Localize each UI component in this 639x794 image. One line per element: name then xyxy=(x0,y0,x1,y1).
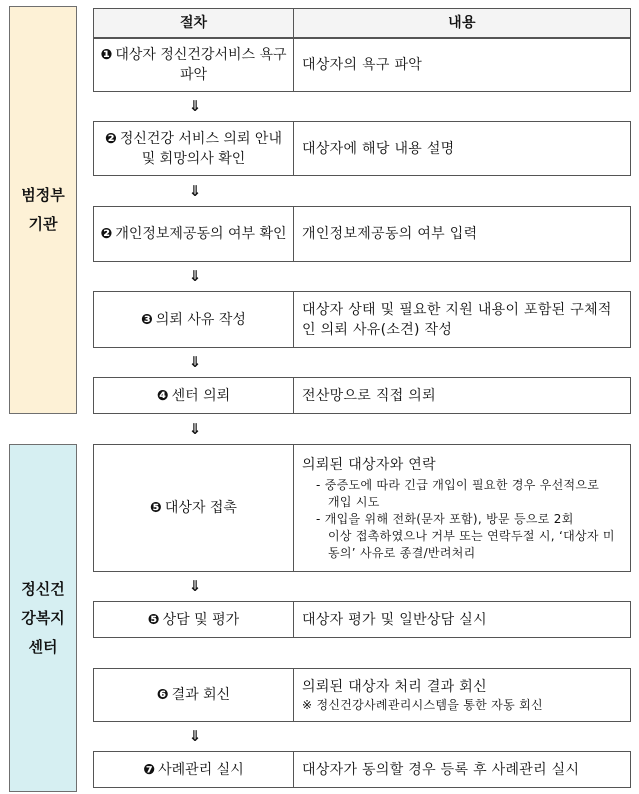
down-arrow-icon: ⇓ xyxy=(188,182,202,200)
step-name xyxy=(94,602,294,637)
down-arrow-icon: ⇓ xyxy=(188,267,202,285)
step-title: 대상자 정신건강서비스 욕구 파악 xyxy=(115,47,287,83)
step-content: 개인정보제공동의 여부 입력 xyxy=(302,226,478,242)
dash-marker: - xyxy=(316,511,321,526)
detail-text: 개입을 위해 전화(문자 포함), 방문 등으로 2회 xyxy=(324,511,574,526)
down-arrow-icon: ⇓ xyxy=(188,577,202,595)
side-label-first-org xyxy=(9,6,77,414)
side-label-line: 정신건 xyxy=(21,579,65,598)
step-name xyxy=(94,752,294,787)
step-title: 정신건강 서비스 의뢰 안내 및 회망의사 확인 xyxy=(119,130,282,167)
step-title: 상담 및 평가 xyxy=(162,611,240,628)
step-row xyxy=(93,206,631,262)
step-row xyxy=(93,121,631,176)
step-row xyxy=(93,377,631,414)
step-content-main: 의뢰된 대상자 처리 결과 회신 xyxy=(302,678,487,695)
step-content: 대상자에 해당 내용 설명 xyxy=(302,140,455,157)
step-name xyxy=(94,39,294,91)
step-title: 사례관리 실시 xyxy=(158,761,244,778)
step-row xyxy=(93,668,631,722)
table-header xyxy=(93,8,631,38)
step-note: ※ 정신건강사례관리시스템을 통한 자동 회신 xyxy=(302,697,543,712)
step-number: ❷ xyxy=(100,226,113,242)
detail-item xyxy=(302,511,622,562)
step-number: ❻ xyxy=(156,687,169,703)
side-label-line: 범정부 xyxy=(21,186,65,204)
step-content xyxy=(294,669,630,721)
step-content: 전산망으로 직접 의뢰 xyxy=(302,387,436,404)
down-arrow-icon: ⇓ xyxy=(188,727,202,745)
step-title: 대상자 접촉 xyxy=(164,500,237,516)
step-number: ❹ xyxy=(156,387,169,404)
dash-marker: - xyxy=(316,477,321,492)
side-label-line: 센터 xyxy=(28,637,58,656)
step-name xyxy=(94,445,294,571)
step-row xyxy=(93,751,631,788)
step-content: 대상자 평가 및 일반상담 실시 xyxy=(302,611,487,628)
step-row xyxy=(93,291,631,348)
step-name xyxy=(94,378,294,413)
step-row xyxy=(93,38,631,92)
step-number: ❺ xyxy=(147,611,160,628)
step-name xyxy=(94,207,294,261)
detail-text-cont: 개입 시도 xyxy=(328,494,380,509)
down-arrow-icon: ⇓ xyxy=(188,420,202,438)
side-label-line: 기관 xyxy=(28,215,58,233)
detail-text: 중증도에 따라 긴급 개입이 필요한 경우 우선적으로 xyxy=(324,477,600,492)
detail-text-cont: 이상 접촉하였으나 거부 또는 연락두절 시, ‘대상자 미동의’ 사유로 종결/반려처리 xyxy=(328,528,615,560)
side-label-second-org xyxy=(9,444,77,792)
step-title: 결과 회신 xyxy=(171,687,231,703)
step-number: ❼ xyxy=(143,761,156,778)
step-content: 대상자가 동의할 경우 등록 후 사례관리 실시 xyxy=(302,761,580,778)
step-title: 개인정보제공동의 여부 확인 xyxy=(115,226,287,242)
step-name xyxy=(94,292,294,347)
step-name xyxy=(94,669,294,721)
step-content: 대상자 상태 및 필요한 지원 내용이 포함된 구체적인 의뢰 사유(소견) 작성 xyxy=(302,301,612,338)
step-number: ❺ xyxy=(150,500,162,516)
step-row xyxy=(93,444,631,572)
step-number: ❷ xyxy=(105,130,117,147)
step-row xyxy=(93,601,631,638)
step-title: 센터 의뢰 xyxy=(171,387,231,404)
step-number: ❸ xyxy=(141,311,153,328)
step-name xyxy=(94,122,294,175)
side-label-line: 강복지 xyxy=(21,608,65,627)
step-content xyxy=(294,445,630,571)
header-content: 내용 xyxy=(294,9,630,37)
detail-item xyxy=(302,477,622,511)
header-procedure: 절차 xyxy=(94,9,294,37)
step-content-main: 의뢰된 대상자와 연락 xyxy=(302,456,436,473)
down-arrow-icon: ⇓ xyxy=(188,353,202,371)
step-number: ❶ xyxy=(100,47,113,63)
step-title: 의뢰 사유 작성 xyxy=(155,311,246,328)
step-content: 대상자의 욕구 파악 xyxy=(302,57,423,73)
down-arrow-icon: ⇓ xyxy=(188,97,202,115)
